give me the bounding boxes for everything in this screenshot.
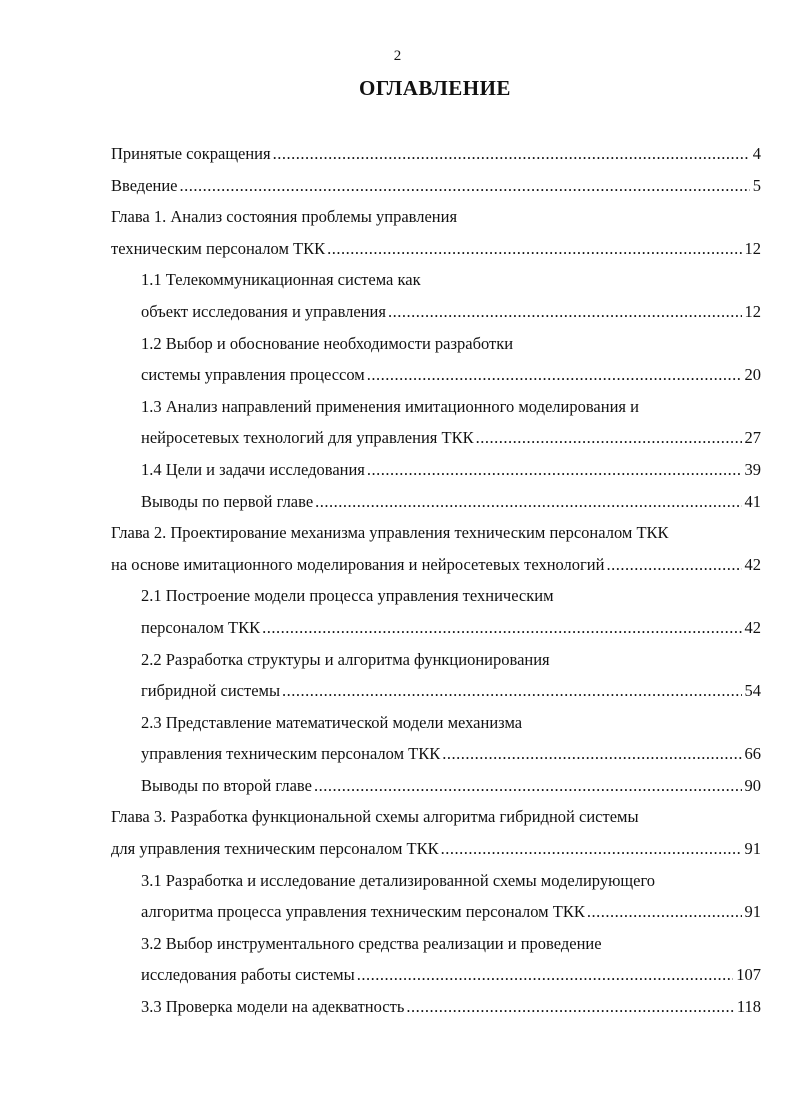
toc-entry-title-cont: гибридной системы <box>141 681 281 701</box>
dot-leader <box>327 233 741 265</box>
toc-entry-title: Принятые сокращения <box>111 144 271 163</box>
toc-entry-section-1-1[interactable] <box>0 264 795 327</box>
toc-entry-title: Введение <box>111 175 178 195</box>
toc-entry-title: Глава 1. Анализ состояния проблемы управления <box>111 207 458 227</box>
toc-entry-title-cont: нейросетевых технологий для управления ТКК <box>141 428 474 448</box>
toc-entry-title-cont: алгоритма процесса управления техническим персоналом ТКК <box>141 902 585 922</box>
dot-leader <box>367 454 742 486</box>
dot-leader <box>180 170 750 202</box>
dot-leader <box>476 422 742 454</box>
dot-leader <box>357 959 734 991</box>
toc-entry-chapter-2[interactable] <box>0 517 795 580</box>
toc-page-number: 54 <box>744 681 761 701</box>
toc-entry-section-1-3[interactable] <box>0 391 795 454</box>
toc-entry-title: 1.1 Телекоммуникационная система как <box>141 270 421 290</box>
toc-page-number: 12 <box>744 301 761 321</box>
toc-entry-title: 3.3 Проверка модели на адекватность <box>141 997 405 1017</box>
toc-entry-title: 1.3 Анализ направлений применения имитационного моделирования и <box>141 396 639 416</box>
toc-entry-section-2-3[interactable] <box>0 707 795 770</box>
toc-entry-conclusions-2[interactable] <box>0 770 795 802</box>
toc-page-number: 12 <box>744 238 761 258</box>
toc-entry-title-cont: объект исследования и управления <box>141 301 386 321</box>
page-title: ОГЛАВЛЕНИЕ <box>359 76 511 100</box>
dot-leader <box>262 612 741 644</box>
dot-leader <box>442 738 741 770</box>
toc-entry-title: Глава 2. Проектирование механизма управления техническим персоналом ТКК <box>111 523 669 543</box>
toc-entry-section-3-3[interactable] <box>0 991 795 1023</box>
toc-page-number: 118 <box>736 997 761 1017</box>
toc-entry-title-cont: управления техническим персоналом ТКК <box>141 744 441 764</box>
dot-leader <box>367 359 742 391</box>
toc-page-number: 4 <box>752 144 761 163</box>
toc-page-number: 27 <box>744 428 761 448</box>
toc-entry-title-cont: техническим персоналом ТКК <box>111 238 326 258</box>
toc-entry-title-cont: исследования работы системы <box>141 965 355 985</box>
toc-entry-title-cont: для управления техническим персоналом ТКК <box>111 839 439 859</box>
toc-entry-title-cont: системы управления процессом <box>141 365 365 385</box>
dot-leader <box>587 896 742 928</box>
toc-entry-title: 1.2 Выбор и обоснование необходимости разработки <box>141 333 514 353</box>
dot-leader <box>406 991 734 1023</box>
dot-leader <box>315 486 741 518</box>
toc-entry-introduction[interactable] <box>0 170 795 202</box>
toc-page-number: 91 <box>744 902 761 922</box>
toc-page-number: 66 <box>744 744 761 764</box>
toc-entry-section-2-1[interactable] <box>0 580 795 643</box>
toc-page-number: 42 <box>744 617 761 637</box>
dot-leader <box>388 296 742 328</box>
toc-page-number: 107 <box>736 965 761 985</box>
toc-page-number: 42 <box>744 554 761 574</box>
toc-entry-title: Выводы по второй главе <box>141 775 312 795</box>
toc-page-number: 41 <box>744 491 761 511</box>
dot-leader <box>282 675 741 707</box>
toc-entry-title-cont: персоналом ТКК <box>141 617 261 637</box>
toc-entry-title-cont: на основе имитационного моделирования и нейросетевых технологий <box>111 554 605 574</box>
toc-entry-chapter-3[interactable] <box>0 801 795 864</box>
toc-entry-section-1-4[interactable] <box>0 454 795 486</box>
toc-entry-title: 2.2 Разработка структуры и алгоритма функционирования <box>141 649 550 669</box>
dot-leader <box>314 770 742 802</box>
toc-entry-title: 2.3 Представление математической модели механизма <box>141 712 523 732</box>
toc-entry-conclusions-1[interactable] <box>0 486 795 518</box>
table-of-contents <box>0 138 795 1023</box>
dot-leader <box>606 549 741 581</box>
page-number: 2 <box>393 48 402 64</box>
toc-entry-title: 1.4 Цели и задачи исследования <box>141 459 365 479</box>
toc-entry-section-1-2[interactable] <box>0 328 795 391</box>
toc-page-number: 39 <box>744 459 761 479</box>
toc-entry-abbreviations[interactable] <box>0 138 795 170</box>
toc-entry-section-3-2[interactable] <box>0 928 795 991</box>
toc-page-number: 20 <box>744 365 761 385</box>
dot-leader <box>441 833 742 865</box>
toc-entry-title: 2.1 Построение модели процесса управления техническим <box>141 586 554 606</box>
toc-entry-title: Выводы по первой главе <box>141 491 314 511</box>
toc-entry-section-2-2[interactable] <box>0 644 795 707</box>
toc-page-number: 5 <box>752 175 761 195</box>
toc-entry-section-3-1[interactable] <box>0 865 795 928</box>
toc-entry-title: 3.2 Выбор инструментального средства реализации и проведение <box>141 933 602 953</box>
toc-entry-chapter-1[interactable] <box>0 201 795 264</box>
toc-page-number: 90 <box>744 775 761 795</box>
toc-entry-title: 3.1 Разработка и исследование детализированной схемы моделирующего <box>141 870 656 890</box>
dot-leader <box>273 138 750 170</box>
toc-page-number: 91 <box>744 839 761 859</box>
toc-entry-title: Глава 3. Разработка функциональной схемы алгоритма гибридной системы <box>111 807 639 827</box>
